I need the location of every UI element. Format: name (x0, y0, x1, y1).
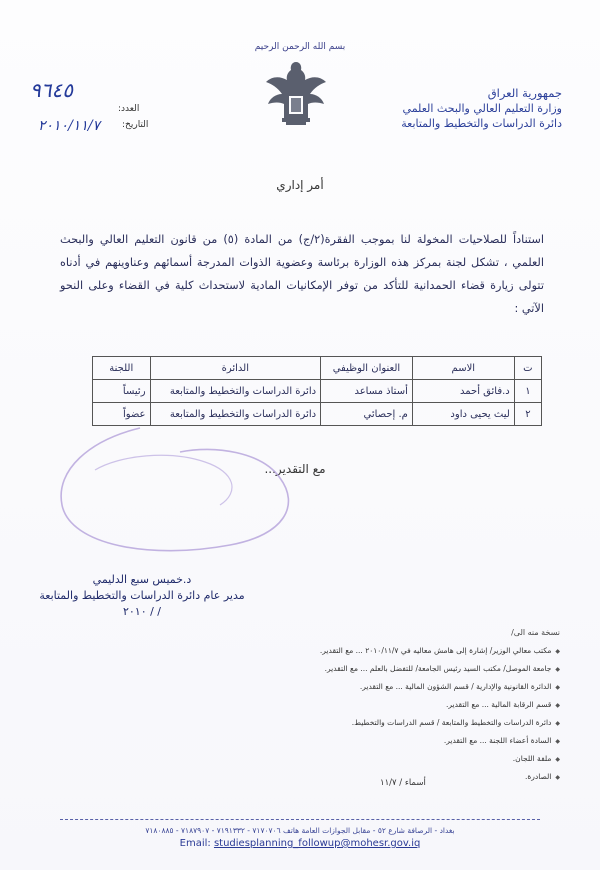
table-cell: دائرة الدراسات والتخطيط والمتابعة (150, 380, 321, 403)
email-label: Email: (179, 838, 214, 849)
committee-table (92, 356, 542, 426)
col-header-department: الدائرة (150, 357, 321, 380)
header-country: جمهورية العراق (487, 86, 562, 100)
signature-block (22, 572, 262, 620)
footer-email (160, 838, 440, 849)
footer-address: بغداد - الرصافة شارع ٥٢ - مقابل الجوازات العامة هاتف ٧١٧٠٧٠٦ - ٧١٩١٣٣٢ - ٧١٨٧٩٠٧ - ٧١٨٠٨٨٥ (145, 826, 455, 835)
eagle-emblem-icon (262, 58, 330, 128)
footer-divider (60, 819, 540, 820)
copies-list (260, 624, 560, 786)
table-cell: دائرة الدراسات والتخطيط والمتابعة (150, 403, 321, 426)
header-ministry: وزارة التعليم العالي والبحث العلمي (402, 102, 562, 115)
basmala: بسم الله الرحمن الرحيم (254, 42, 346, 52)
list-item: ◆ ملفة اللجان. (260, 750, 560, 768)
col-header-name: الاسم (412, 357, 514, 380)
list-item: ◆ مكتب معالي الوزير/ إشارة إلى هامش معاليه في ٢٠١٠/١١/٧ ... مع التقدير. (260, 642, 560, 660)
col-header-job-title: العنوان الوظيفي (321, 357, 413, 380)
date-label: التاريخ: (122, 120, 149, 130)
reference-number: ٩٦٤٥ (30, 78, 73, 102)
list-item: ◆ الدائرة القانونية والإدارية / قسم الشؤون المالية ... مع التقدير. (260, 678, 560, 696)
table-cell: عضواً (93, 403, 151, 426)
list-item: ◆ السادة أعضاء اللجنة ... مع التقدير. (260, 732, 560, 750)
list-item: ◆ جامعة الموصل/ مكتب السيد رئيس الجامعة/ للتفضل بالعلم ... مع التقدير. (260, 660, 560, 678)
signature-date: / / ٢٠١٠ (122, 605, 162, 618)
typist-reference: أسماء / ١١/٧ (380, 778, 426, 788)
col-header-index: ت (514, 357, 541, 380)
closing-regards: مع التقدير... (264, 462, 326, 476)
order-paragraph: استناداً للصلاحيات المخولة لنا بموجب الفقرة(٢/ج) من المادة (٥) من قانون التعليم العالي والبحث العلمي ، تشكل لجنة بمركز هذه الوزارة برئاسة وعضوية الذوات المدرجة أسمائهم وعناوينهم في أدناه تتولى زيارة قضاء الحمدانية للتأكد من توفر الإمكانيات المادية لاستحداث كلية في القضاء وعلى النحو الآتي : (60, 233, 544, 315)
table-cell: ١ (514, 380, 541, 403)
list-item: ◆ دائرة الدراسات والتخطيط والمتابعة / قسم الدراسات والتخطيط. (260, 714, 560, 732)
table-cell: م. إحصائي (321, 403, 413, 426)
col-header-committee-role: اللجنة (93, 357, 151, 380)
table-row (93, 403, 542, 426)
reference-date: ٢٠١٠/١١/٧ (38, 118, 101, 134)
email-link[interactable]: studiesplanning_followup@mohesr.gov.iq (213, 838, 421, 849)
table-cell: رئيساً (93, 380, 151, 403)
list-item: ◆ قسم الرقابة المالية ... مع التقدير. (260, 696, 560, 714)
table-cell: ٢ (514, 403, 541, 426)
signatory-title: مدير عام دائرة الدراسات والتخطيط والمتابعة (39, 589, 245, 602)
list-item: ◆ الصادرة. (260, 768, 560, 786)
number-label: العدد: (118, 104, 140, 114)
table-cell: د.فائق أحمد (412, 380, 514, 403)
table-header-row (93, 357, 542, 380)
header-department: دائرة الدراسات والتخطيط والمتابعة (401, 117, 562, 130)
table-cell: ليث يحيى داود (412, 403, 514, 426)
ministry-header (332, 86, 562, 131)
document-title: أمر إداري (276, 178, 324, 192)
table-row (93, 380, 542, 403)
table-cell: أستاذ مساعد (321, 380, 413, 403)
copies-heading: نسخة منه الى/ (511, 628, 560, 637)
signatory-name: د.خميس سبع الدليمي (92, 573, 192, 586)
